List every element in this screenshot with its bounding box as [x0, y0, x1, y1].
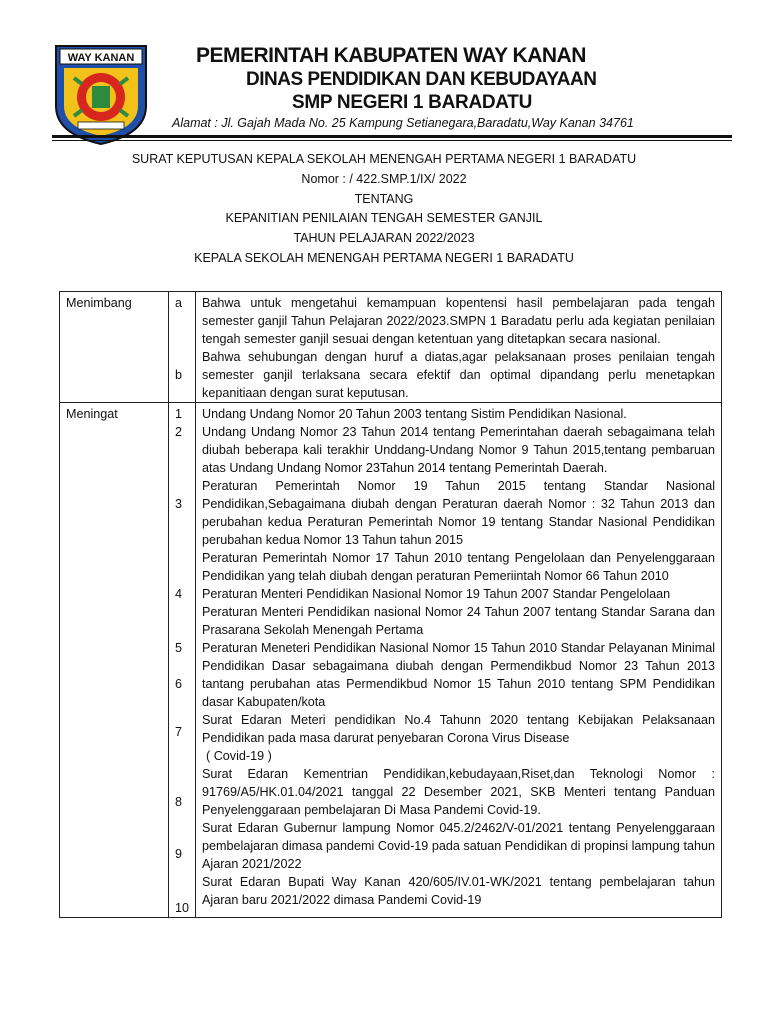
mengingat-item-9: Surat Edaran Kementrian Pendidikan,kebudayaan,Riset,dan Teknologi Nomor : 91769/A5/HK.01.04/2021 tanggal 22 Desember 2021, SKB Menteri tentang Panduan Penyelenggaraan pembelajaran Di Masa Pandemi Covid-19.: [202, 767, 715, 817]
menimbang-item-b: Bahwa sehubungan dengan huruf a diatas,agar pelaksanaan proses penilaian tengah semester ganjil terlaksana secara efektif dan optimal dipandang perlu menetapkan kepanitiaan dengan surat keputusan.: [202, 350, 715, 400]
number-1: 1: [175, 407, 183, 421]
decree-subject: KEPANITIAN PENILAIAN TENGAH SEMESTER GANJIL: [225, 211, 543, 226]
menimbang-text: [196, 292, 722, 403]
decree-tentang: TENTANG: [354, 191, 414, 206]
decree-year: TAHUN PELAJARAN 2022/2023: [293, 231, 475, 246]
number-4: 4: [175, 587, 183, 601]
mengingat-item-7: Peraturan Meneteri Pendidikan Nasional Nomor 15 Tahun 2010 Standar Pelayanan Minimal Pendidikan Dasar sebagaimana diubah dengan Permendikbud Nomor 23 Tahun 2013 tantang perubahan atas Permendikbud Nomor 15 Tahun 2010 tentang SPM Pendidikan dasar Kabupaten/kota: [202, 641, 715, 709]
mengingat-item-2: Undang Undang Nomor 23 Tahun 2014 tentang Pemerintahan daerah sebagaimana telah diubah beberapa kali terakhir Unddang-Undang Nomor 9 Tahun 2015,tentang pembaruan atas Undang Undang Nomor 23Tahun 2014 tentang Pemerintah Daerah.: [202, 425, 715, 475]
mengingat-item-11: Surat Edaran Bupati Way Kanan 420/605/IV.01-WK/2021 tentang pembelajaran tahun Ajaran baru 2021/2022 dimasa Pandemi Covid-19: [202, 875, 715, 907]
number-5: 5: [175, 641, 183, 655]
decree-number: Nomor : / 422.SMP.1/IX/ 2022: [301, 171, 467, 186]
mengingat-item-10: Surat Edaran Gubernur lampung Nomor 045.2/2462/V-01/2021 tentang Penyelenggaraan pembelajaran dimasa pandemi Covid-19 pada satuan Pendidikan di propinsi lampung tahun Ajaran 2021/2022: [202, 821, 715, 871]
department-heading: DINAS PENDIDIKAN DAN KEBUDAYAAN: [246, 69, 597, 90]
table-row-mengingat: [60, 403, 722, 918]
decree-title: SURAT KEPUTUSAN KEPALA SEKOLAH MENENGAH PERTAMA NEGERI 1 BARADATU: [131, 152, 637, 166]
way-kanan-logo: [52, 42, 150, 146]
mengingat-item-8: Surat Edaran Meteri pendidikan No.4 Tahunn 2020 tentang Kebijakan Pelaksanaan Pendidikan pada masa darurat penyebaran Corona Virus Disease: [202, 713, 715, 745]
mengingat-text: [196, 403, 722, 918]
mengingat-numbers: [169, 403, 196, 918]
number-7: 7: [175, 725, 183, 739]
menimbang-marks: [169, 292, 196, 403]
menimbang-item-a: Bahwa untuk mengetahui kemampuan kopentensi hasil pembelajaran pada tengah semester ganjil Tahun Pelajaran 2022/2023.SMPN 1 Baradatu perlu ada kegiatan penilaian tengah semester ganjil sesuai dengan ketentuan yang ditetapkan secara nasional.: [202, 296, 715, 346]
number-3: 3: [175, 497, 183, 511]
mengingat-label: Meningat: [60, 403, 169, 918]
number-8: 8: [175, 795, 183, 809]
number-10: 10: [175, 901, 190, 915]
menimbang-label: Menimbang: [60, 292, 169, 403]
mengingat-item-6: Peraturan Menteri Pendidikan nasional Nomor 24 Tahun 2007 tentang Standar Sarana dan Prasarana Sekolah Menengah Pertama: [202, 605, 715, 637]
letterhead-rule-thick: [52, 135, 732, 138]
number-9: 9: [175, 847, 183, 861]
coat-of-arms-icon: [52, 42, 150, 146]
school-address: Alamat : Jl. Gajah Mada No. 25 Kampung Setianegara,Baradatu,Way Kanan 34761: [172, 116, 634, 130]
mengingat-item-5: Peraturan Menteri Pendidikan Nasional Nomor 19 Tahun 2007 Standar Pengelolaan: [202, 587, 671, 601]
logo-text: WAY KANAN: [67, 52, 135, 64]
government-heading: PEMERINTAH KABUPATEN WAY KANAN: [196, 44, 586, 67]
number-2: 2: [175, 425, 183, 439]
mark-a: a: [175, 296, 183, 310]
mengingat-item-8-note: ( Covid-19 ): [206, 749, 272, 763]
school-heading: SMP NEGERI 1 BARADATU: [292, 92, 533, 113]
mengingat-item-4: Peraturan Pemerintah Nomor 17 Tahun 2010 tentang Pengelolaan dan Penyelenggaraan Pendidikan yang telah diubah dengan peraturan Pemeriintah Nomor 66 Tahun 2010: [202, 551, 715, 583]
decree-issuer: KEPALA SEKOLAH MENENGAH PERTAMA NEGERI 1 BARADATU: [194, 250, 574, 265]
mengingat-item-3: Peraturan Pemerintah Nomor 19 Tahun 2015 tentang Standar Nasional Pendidikan,Sebagaimana diubah dengan Peraturan daerah Nomor : 32 Tahun 2013 dan perubahan kedua Peraturan Pemerintah Nomor 19 tentang Standar Nasional Pendidikan perubahan kedua Nomor 13 Tahun tahun 2015: [202, 479, 715, 547]
decree-title-block: [0, 150, 768, 269]
table-row-menimbang: [60, 292, 722, 403]
number-6: 6: [175, 677, 183, 691]
letterhead-rule-thin: [52, 140, 732, 141]
mark-b: b: [175, 368, 183, 382]
considerations-table: [59, 291, 722, 918]
mengingat-item-1: Undang Undang Nomor 20 Tahun 2003 tentang Sistim Pendidikan Nasional.: [202, 407, 627, 421]
